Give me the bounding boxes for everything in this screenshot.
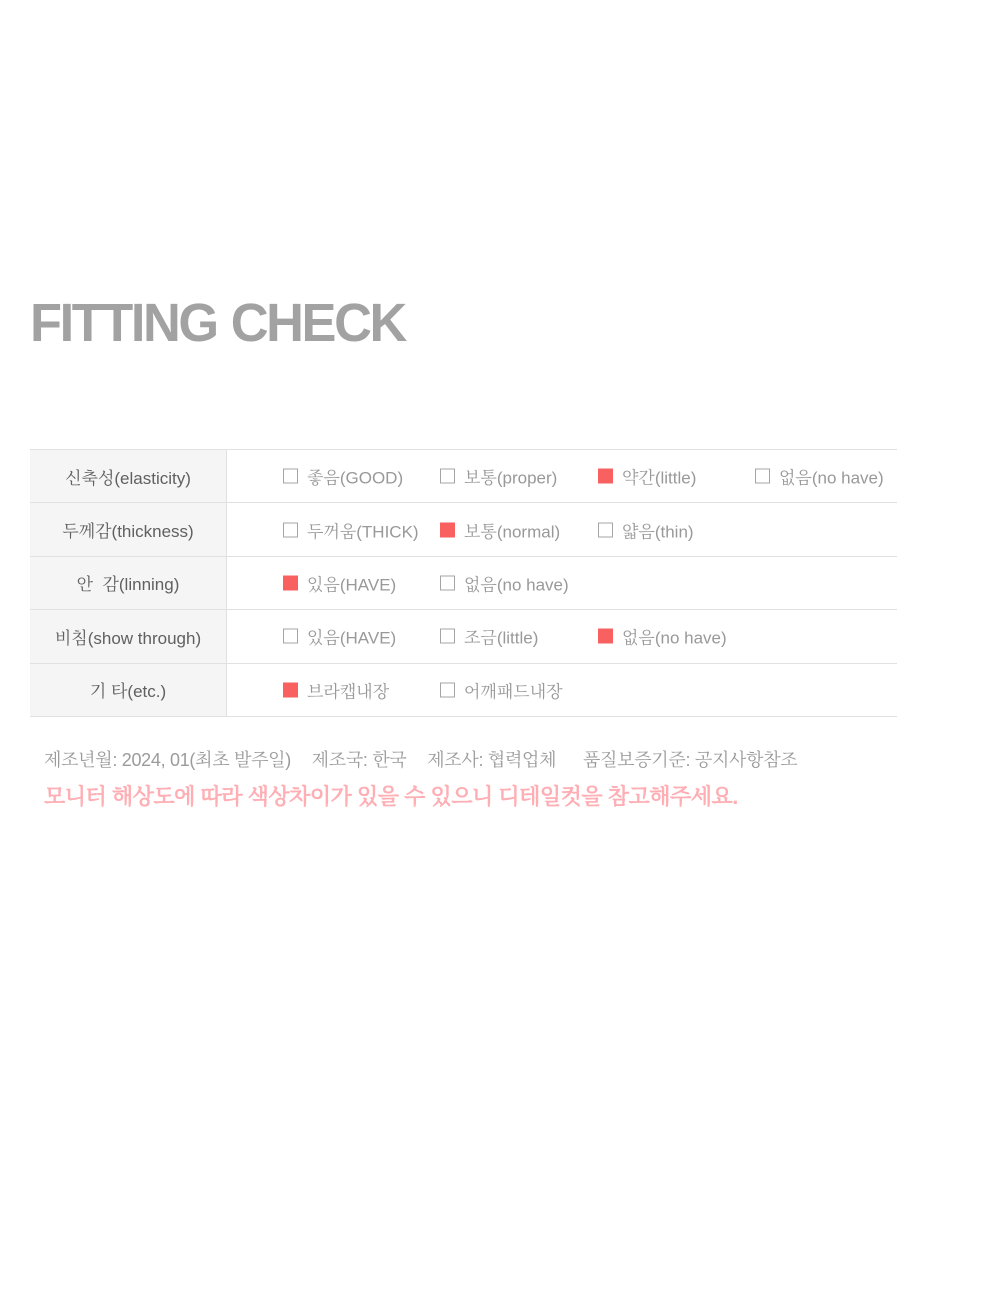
option-item: [283, 624, 396, 649]
checkbox-icon: [283, 469, 298, 484]
checkbox-checked-icon: [283, 682, 298, 697]
option-item: [440, 464, 557, 489]
option-label: 좋음(GOOD): [307, 468, 404, 488]
checkbox-checked-icon: [598, 469, 613, 484]
table-row-thickness: [30, 503, 897, 556]
quality-standard: 품질보증기준: 공지사항참조: [582, 750, 798, 770]
option-label: 어깨패드내장: [464, 682, 563, 702]
page-title: FITTING CHECK: [30, 293, 405, 353]
option-item: [598, 517, 694, 542]
option-item: [440, 570, 569, 595]
table-row-elasticity: [30, 450, 897, 503]
row-options: [227, 664, 897, 716]
checkbox-icon: [598, 522, 613, 537]
option-label: 두꺼움(THICK): [307, 522, 419, 542]
row-options: [227, 557, 897, 609]
option-item: [283, 570, 396, 595]
option-label: 없음(no have): [464, 575, 569, 595]
row-options: [227, 450, 897, 502]
checkbox-checked-icon: [440, 522, 455, 537]
monitor-color-notice: 모니터 해상도에 따라 색상차이가 있을 수 있으니 디테일컷을 참고해주세요.: [44, 784, 738, 809]
option-label: 조금(little): [464, 628, 539, 648]
option-item: [283, 677, 389, 702]
option-item: [598, 464, 696, 489]
checkbox-icon: [283, 629, 298, 644]
manufacture-date: 제조년월: 2024, 01(최초 발주일): [44, 750, 291, 770]
option-label: 보통(normal): [464, 522, 561, 542]
option-item: [598, 624, 727, 649]
checkbox-icon: [440, 682, 455, 697]
checkbox-icon: [283, 522, 298, 537]
fitting-check-table: [30, 449, 897, 717]
row-label: 비침(show through): [30, 610, 227, 662]
manufacture-info: [44, 746, 797, 772]
option-label: 약간(little): [622, 468, 697, 488]
table-row-show-through: [30, 610, 897, 663]
checkbox-checked-icon: [598, 629, 613, 644]
option-item: [440, 517, 560, 542]
table-row-lining: [30, 557, 897, 610]
row-label: 두께감(thickness): [30, 503, 227, 555]
option-item: [440, 624, 538, 649]
row-label: 신축성(elasticity): [30, 450, 227, 502]
option-label: 있음(HAVE): [307, 628, 397, 648]
checkbox-icon: [755, 469, 770, 484]
checkbox-icon: [440, 469, 455, 484]
manufacture-country: 제조국: 한국: [311, 750, 407, 770]
row-options: [227, 503, 897, 555]
option-item: [283, 517, 419, 542]
option-item: [755, 464, 884, 489]
option-label: 있음(HAVE): [307, 575, 397, 595]
row-options: [227, 610, 897, 662]
option-label: 얇음(thin): [622, 522, 694, 542]
manufacturer: 제조사: 협력업체: [427, 750, 557, 770]
option-label: 보통(proper): [464, 468, 558, 488]
option-label: 없음(no have): [779, 468, 884, 488]
checkbox-icon: [440, 629, 455, 644]
option-label: 브라캡내장: [307, 682, 390, 702]
row-label: 안 감(linning): [30, 557, 227, 609]
option-item: [283, 464, 403, 489]
row-label: 기 타(etc.): [30, 664, 227, 716]
option-item: [440, 677, 563, 702]
option-label: 없음(no have): [622, 628, 727, 648]
checkbox-checked-icon: [283, 575, 298, 590]
checkbox-icon: [440, 575, 455, 590]
table-row-etc: [30, 664, 897, 717]
